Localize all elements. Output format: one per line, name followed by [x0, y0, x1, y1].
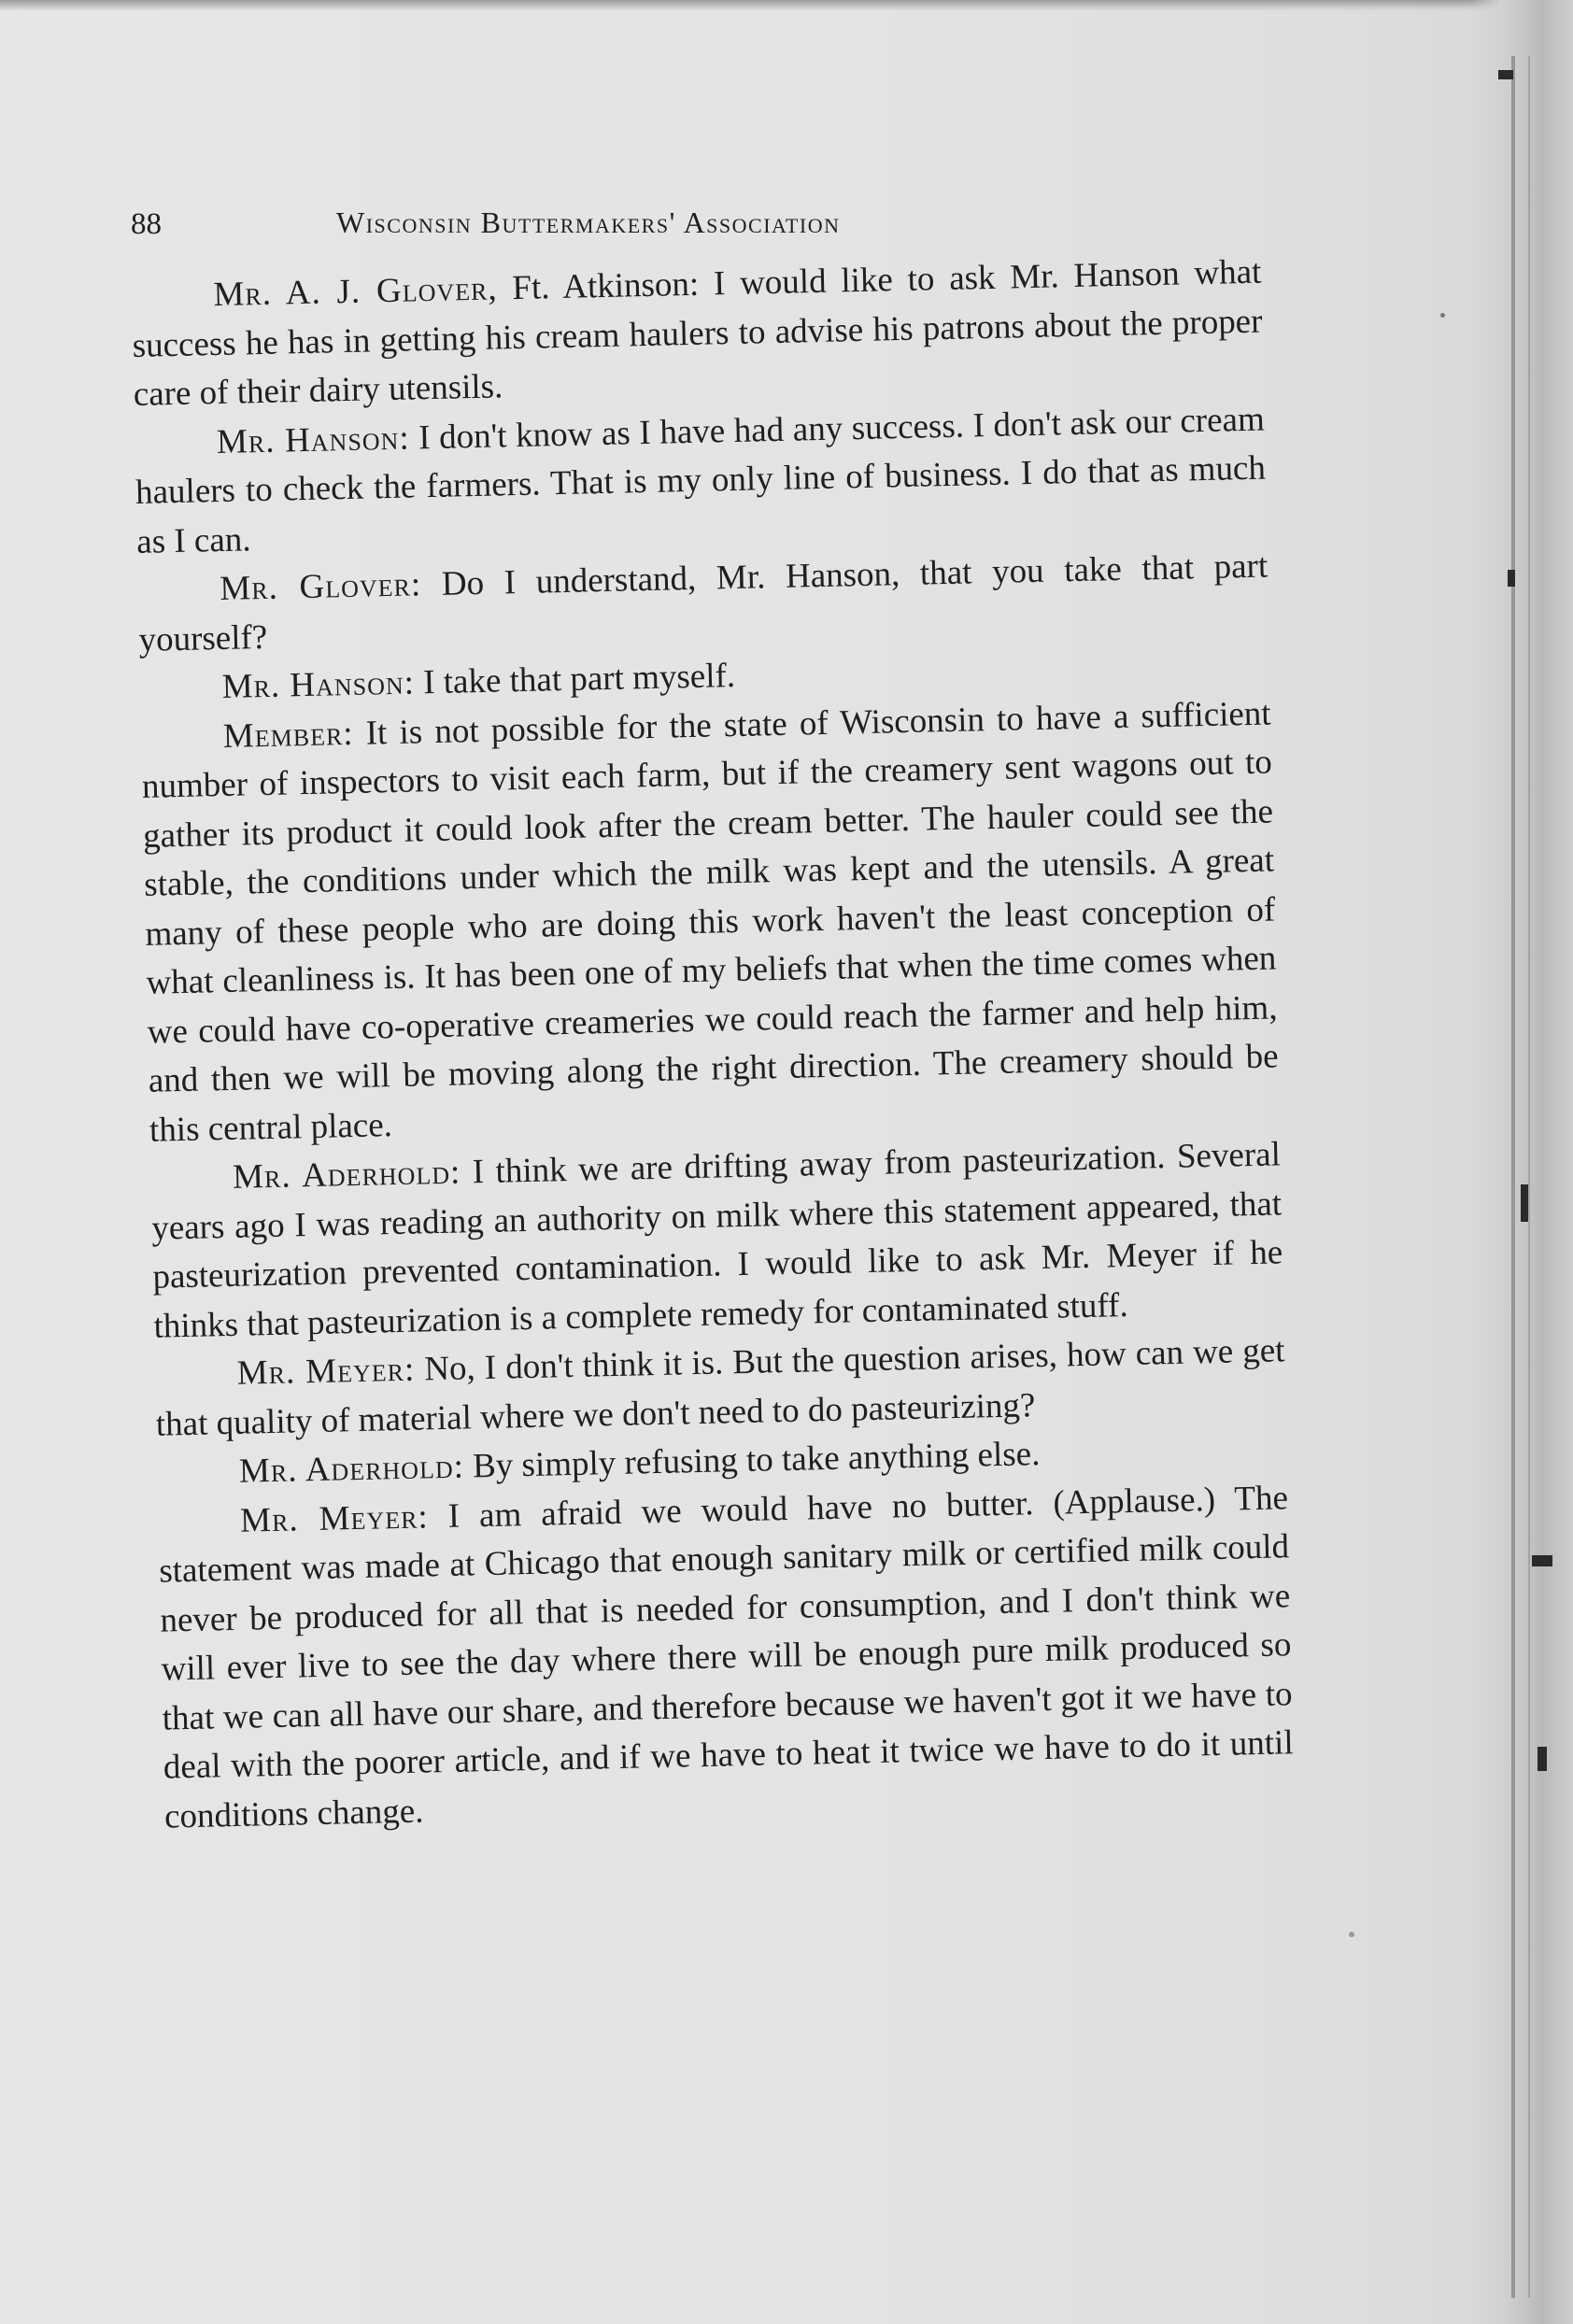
paragraph [150, 1130, 1284, 1351]
binding-mark [1521, 1184, 1528, 1222]
speaker-name: Mr. Meyer: [236, 1350, 416, 1393]
speaker-name: Mr. Aderhold: [238, 1447, 465, 1491]
binding-fold-line [1511, 56, 1515, 2298]
paragraph-text: I think we are drifting away from pasteurization. Several years ago I was reading an authority on milk where this statement appeared, that pasteurization prevented contamination. I would like to ask Mr. Meyer if he thinks that pasteurization is a complete remedy for contaminated stuff. [150, 1135, 1283, 1346]
page-top-edge [0, 0, 1573, 11]
paragraph-text: Do I understand, Mr. Hanson, that you take that part yourself? [138, 546, 1268, 659]
speaker-name: Mr. Hanson: [216, 418, 411, 461]
binding-mark [1498, 70, 1513, 79]
paragraph [158, 1474, 1296, 1842]
binding-mark [1508, 570, 1515, 587]
paragraph [140, 689, 1280, 1155]
speaker-name: Mr. Aderhold: [232, 1153, 461, 1197]
paragraph-text: I don't know as I have had any success. I don't ask our cream haulers to check the farmers. That is my only line of business. I do that as much as I can. [135, 400, 1267, 561]
paragraph-text: Ft. Atkinson: I would like to ask Mr. Hanson what success he has in getting his cream haulers to advise his patrons about the proper care of their dairy utensils. [132, 252, 1263, 414]
paragraph-text: No, I don't think it is. But the question arises, how can we get that quality of material where we don't need to do pasteurizing? [155, 1331, 1285, 1444]
paragraph-text: It is not possible for the state of Wisconsin to have a sufficient number of inspectors to visit each farm, but if the creamery sent wagons out to gather its product it could look after the cream better. The hauler could see the stable, the conditions under which the milk was kept and the utensils. A great many of these people who are doing this work haven't the least conception of what cleanliness is. It has been one of my beliefs that when the time comes when we could have co-operative creameries we could reach the farmer and help him, and then we will be moving along the right direction. The creamery should be this central place. [141, 693, 1280, 1150]
paragraph [131, 248, 1264, 420]
page-number: 88 [131, 207, 162, 241]
paper-speck [1440, 313, 1445, 318]
binding-mark [1538, 1747, 1547, 1771]
speaker-name: Mr. Glover: [219, 565, 422, 608]
paragraph [134, 395, 1267, 567]
binding-mark [1532, 1555, 1552, 1566]
speaker-name: Member: [222, 714, 355, 756]
paragraph-text: I am afraid we would have no butter. (Applause.) The statement was made at Chicago that enough sanitary milk or certified milk could never be produced for all that is needed for consumption, and I don't think we will ever live to see the day where there will be enough pure milk produced so that we can all have our share, and therefore because we haven't got it we have to deal with the poorer article, and if we have to heat it twice we have to do it until conditions change. [158, 1478, 1295, 1836]
running-title: Wisconsin Buttermakers' Association [336, 205, 841, 239]
paragraph-text: By simply refusing to take anything else. [463, 1435, 1041, 1486]
transcript-body [131, 248, 1295, 1842]
speaker-name: Mr. Meyer: [239, 1496, 430, 1540]
speaker-name: Mr. A. J. Glover, [213, 269, 499, 315]
binding-fold-line-secondary [1528, 56, 1530, 2298]
running-header [131, 196, 1308, 252]
speaker-name: Mr. Hanson: [221, 663, 416, 706]
paragraph-text: I take that part myself. [414, 656, 736, 702]
paper-speck [1349, 1932, 1354, 1937]
book-binding-shadow [1470, 0, 1573, 2324]
